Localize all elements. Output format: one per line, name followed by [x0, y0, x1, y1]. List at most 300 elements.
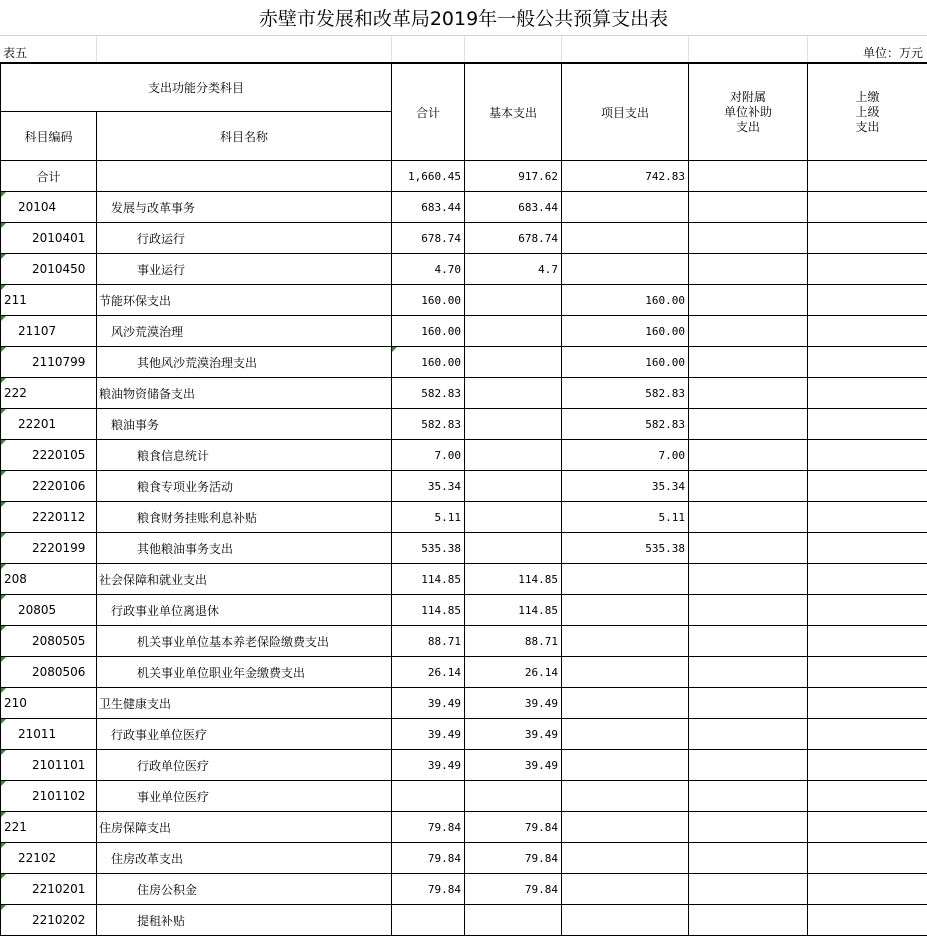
- cell-name-text: 粮油物资储备支出: [99, 387, 195, 401]
- green-triangle-icon: [1, 626, 6, 631]
- cell-subsidy[interactable]: [689, 533, 808, 564]
- header-basic[interactable]: 基本支出: [465, 64, 562, 161]
- header-subsidy[interactable]: [689, 64, 808, 161]
- cell-total-text: 160.00: [421, 356, 461, 369]
- cell-code-text: 2010401: [32, 231, 85, 245]
- cell-total[interactable]: [392, 657, 465, 688]
- cell-project-text: 160.00: [645, 356, 685, 369]
- table-row: [1, 409, 927, 440]
- cell-project[interactable]: [562, 874, 689, 905]
- cell-name[interactable]: [97, 316, 392, 347]
- cell-name[interactable]: [97, 657, 392, 688]
- green-triangle-icon: [1, 347, 6, 352]
- cell-code-text: 210: [4, 696, 27, 710]
- cell-total-text: 114.85: [421, 604, 461, 617]
- total-row: [1, 161, 927, 192]
- cell-name-text: 风沙荒漠治理: [111, 325, 183, 339]
- cell-name-text: 发展与改革事务: [111, 201, 195, 215]
- cell-basic[interactable]: [465, 409, 562, 440]
- green-triangle-icon: [1, 440, 6, 445]
- cell-total[interactable]: [392, 471, 465, 502]
- cell-upper[interactable]: [808, 409, 927, 440]
- cell-code[interactable]: [1, 750, 97, 781]
- cell-basic-text: 917.62: [518, 170, 558, 183]
- cell-basic-text: 4.7: [538, 263, 558, 276]
- cell-total-text: 160.00: [421, 325, 461, 338]
- cell-name[interactable]: [97, 843, 392, 874]
- cell-name[interactable]: [97, 874, 392, 905]
- cell-code[interactable]: [1, 192, 97, 223]
- cell-total[interactable]: [392, 409, 465, 440]
- cell-name[interactable]: [97, 378, 392, 409]
- cell-code[interactable]: [1, 440, 97, 471]
- cell-name-text: 行政事业单位离退休: [111, 604, 219, 618]
- cell-project-text: 35.34: [652, 480, 685, 493]
- cell-basic[interactable]: [465, 719, 562, 750]
- table-row: [1, 688, 927, 719]
- cell-name[interactable]: [97, 626, 392, 657]
- cell-total-text: 35.34: [428, 480, 461, 493]
- cell-upper[interactable]: [808, 533, 927, 564]
- cell-code[interactable]: [1, 161, 97, 192]
- cell-upper[interactable]: [808, 626, 927, 657]
- expenditure-table: [0, 63, 927, 936]
- green-triangle-icon: [1, 192, 6, 197]
- cell-total[interactable]: [392, 161, 465, 192]
- cell-name[interactable]: [97, 750, 392, 781]
- cell-project[interactable]: [562, 564, 689, 595]
- cell-basic[interactable]: [465, 223, 562, 254]
- cell-total[interactable]: [392, 750, 465, 781]
- cell-total[interactable]: [392, 626, 465, 657]
- cell-code-text: 2080506: [32, 665, 85, 679]
- header-upper-line-2: 上级: [856, 105, 880, 119]
- cell-subsidy[interactable]: [689, 471, 808, 502]
- cell-subsidy[interactable]: [689, 905, 808, 936]
- green-triangle-icon: [1, 378, 6, 383]
- cell-project[interactable]: [562, 750, 689, 781]
- cell-name-text: 其他风沙荒漠治理支出: [137, 356, 257, 370]
- cell-code[interactable]: [1, 409, 97, 440]
- cell-name[interactable]: [97, 254, 392, 285]
- cell-total-text: 160.00: [421, 294, 461, 307]
- cell-upper[interactable]: [808, 440, 927, 471]
- cell-code[interactable]: [1, 657, 97, 688]
- cell-upper[interactable]: [808, 347, 927, 378]
- table-row: [1, 874, 927, 905]
- cell-basic[interactable]: [465, 688, 562, 719]
- cell-upper[interactable]: [808, 161, 927, 192]
- cell-code-text: 2220199: [32, 541, 85, 555]
- cell-upper[interactable]: [808, 812, 927, 843]
- cell-basic[interactable]: [465, 874, 562, 905]
- cell-subsidy[interactable]: [689, 223, 808, 254]
- meta-row: [0, 36, 927, 63]
- header-subsidy-line-3: 支出: [736, 120, 760, 134]
- cell-total-text: 79.84: [428, 852, 461, 865]
- cell-basic-text: 88.71: [525, 635, 558, 648]
- cell-code[interactable]: [1, 781, 97, 812]
- cell-name[interactable]: [97, 192, 392, 223]
- cell-upper[interactable]: [808, 843, 927, 874]
- green-triangle-icon: [1, 874, 6, 879]
- green-triangle-icon: [1, 657, 6, 662]
- cell-project[interactable]: [562, 223, 689, 254]
- table-label: 表五: [3, 44, 27, 61]
- cell-basic-text: 79.84: [525, 852, 558, 865]
- cell-basic[interactable]: [465, 285, 562, 316]
- cell-upper[interactable]: [808, 223, 927, 254]
- cell-basic-text: 678.74: [518, 232, 558, 245]
- cell-total[interactable]: [392, 378, 465, 409]
- table-row: [1, 905, 927, 936]
- cell-code-text: 2220105: [32, 448, 85, 462]
- header-upper[interactable]: [808, 64, 927, 161]
- table-row: [1, 223, 927, 254]
- cell-project[interactable]: [562, 626, 689, 657]
- cell-basic[interactable]: [465, 254, 562, 285]
- cell-upper[interactable]: [808, 657, 927, 688]
- cell-name-text: 行政单位医疗: [137, 759, 209, 773]
- cell-total-text: 26.14: [428, 666, 461, 679]
- cell-subsidy[interactable]: [689, 843, 808, 874]
- table-row: [1, 347, 927, 378]
- cell-name[interactable]: [97, 502, 392, 533]
- table-row: [1, 595, 927, 626]
- cell-code[interactable]: [1, 471, 97, 502]
- cell-total[interactable]: [392, 564, 465, 595]
- header-upper-line-1: 上缴: [856, 90, 880, 104]
- cell-project-text: 535.38: [645, 542, 685, 555]
- green-triangle-icon: [1, 843, 6, 848]
- cell-subsidy[interactable]: [689, 347, 808, 378]
- cell-code-text: 21011: [18, 727, 56, 741]
- table-row: [1, 843, 927, 874]
- cell-code[interactable]: [1, 223, 97, 254]
- header-upper-line-3: 支出: [856, 120, 880, 134]
- sheet-title-row: [0, 0, 927, 36]
- cell-subsidy[interactable]: [689, 657, 808, 688]
- cell-upper[interactable]: [808, 750, 927, 781]
- header-project[interactable]: 项目支出: [562, 64, 689, 161]
- cell-subsidy[interactable]: [689, 750, 808, 781]
- cell-total[interactable]: [392, 192, 465, 223]
- cell-subsidy[interactable]: [689, 626, 808, 657]
- cell-total[interactable]: [392, 874, 465, 905]
- cell-project-text: 160.00: [645, 294, 685, 307]
- cell-total[interactable]: [392, 595, 465, 626]
- cell-basic-text: 39.49: [525, 697, 558, 710]
- cell-name-text: 事业单位医疗: [137, 790, 209, 804]
- cell-project[interactable]: [562, 812, 689, 843]
- cell-total-text: 535.38: [421, 542, 461, 555]
- cell-code[interactable]: [1, 905, 97, 936]
- green-triangle-icon: [1, 316, 6, 321]
- green-triangle-icon: [1, 719, 6, 724]
- cell-total-text: 79.84: [428, 821, 461, 834]
- green-triangle-icon: [1, 750, 6, 755]
- cell-code-text: 2010450: [32, 262, 85, 276]
- cell-basic[interactable]: [465, 626, 562, 657]
- cell-project[interactable]: [562, 347, 689, 378]
- cell-code[interactable]: [1, 874, 97, 905]
- cell-basic[interactable]: [465, 595, 562, 626]
- cell-project[interactable]: [562, 285, 689, 316]
- cell-total[interactable]: [392, 285, 465, 316]
- cell-upper[interactable]: [808, 192, 927, 223]
- cell-basic[interactable]: [465, 502, 562, 533]
- cell-basic[interactable]: [465, 750, 562, 781]
- cell-upper[interactable]: [808, 719, 927, 750]
- cell-name[interactable]: [97, 161, 392, 192]
- cell-name-text: 住房保障支出: [99, 821, 171, 835]
- cell-basic-text: 39.49: [525, 728, 558, 741]
- cell-subsidy[interactable]: [689, 192, 808, 223]
- cell-project[interactable]: [562, 719, 689, 750]
- cell-name-text: 粮食财务挂账利息补贴: [137, 511, 257, 525]
- cell-code-text: 222: [4, 386, 27, 400]
- green-triangle-icon: [392, 347, 397, 352]
- green-triangle-icon: [1, 595, 6, 600]
- cell-name[interactable]: [97, 688, 392, 719]
- cell-code-text: 221: [4, 820, 27, 834]
- cell-upper[interactable]: [808, 316, 927, 347]
- cell-total[interactable]: [392, 316, 465, 347]
- cell-subsidy[interactable]: [689, 874, 808, 905]
- cell-subsidy[interactable]: [689, 285, 808, 316]
- cell-project[interactable]: [562, 378, 689, 409]
- table-row: [1, 626, 927, 657]
- cell-name-text: 机关事业单位基本养老保险缴费支出: [137, 635, 329, 649]
- cell-code[interactable]: [1, 378, 97, 409]
- cell-basic[interactable]: [465, 533, 562, 564]
- green-triangle-icon: [1, 471, 6, 476]
- cell-project-text: 7.00: [659, 449, 686, 462]
- cell-basic-text: 114.85: [518, 604, 558, 617]
- cell-name[interactable]: [97, 223, 392, 254]
- cell-project[interactable]: [562, 161, 689, 192]
- cell-name[interactable]: [97, 719, 392, 750]
- table-row: [1, 750, 927, 781]
- cell-basic[interactable]: [465, 316, 562, 347]
- cell-name-text: 粮食信息统计: [137, 449, 209, 463]
- cell-total[interactable]: [392, 688, 465, 719]
- cell-basic[interactable]: [465, 905, 562, 936]
- cell-total-text: 4.70: [435, 263, 462, 276]
- cell-upper[interactable]: [808, 285, 927, 316]
- cell-basic-text: 114.85: [518, 573, 558, 586]
- cell-upper[interactable]: [808, 874, 927, 905]
- header-subsidy-line-1: 对附属: [730, 90, 766, 104]
- cell-project[interactable]: [562, 440, 689, 471]
- cell-total[interactable]: [392, 905, 465, 936]
- cell-upper[interactable]: [808, 378, 927, 409]
- cell-upper[interactable]: [808, 781, 927, 812]
- cell-basic[interactable]: [465, 192, 562, 223]
- cell-code[interactable]: [1, 285, 97, 316]
- cell-code-text: 21107: [18, 324, 56, 338]
- cell-subsidy[interactable]: [689, 161, 808, 192]
- cell-subsidy[interactable]: [689, 564, 808, 595]
- cell-name-text: 住房改革支出: [111, 852, 183, 866]
- cell-basic-text: 79.84: [525, 883, 558, 896]
- cell-project[interactable]: [562, 843, 689, 874]
- table-row: [1, 192, 927, 223]
- cell-name-text: 卫生健康支出: [99, 697, 171, 711]
- cell-basic[interactable]: [465, 471, 562, 502]
- cell-basic[interactable]: [465, 843, 562, 874]
- page-title: 赤壁市发展和改革局2019年一般公共预算支出表: [259, 4, 668, 31]
- cell-basic[interactable]: [465, 657, 562, 688]
- table-row: [1, 781, 927, 812]
- cell-project[interactable]: [562, 781, 689, 812]
- cell-code[interactable]: [1, 719, 97, 750]
- cell-project[interactable]: [562, 471, 689, 502]
- cell-code[interactable]: [1, 688, 97, 719]
- cell-basic-text: 26.14: [525, 666, 558, 679]
- cell-code-text: 合计: [36, 170, 60, 184]
- table-row: [1, 378, 927, 409]
- cell-basic-text: 39.49: [525, 759, 558, 772]
- cell-basic-text: 683.44: [518, 201, 558, 214]
- cell-code[interactable]: [1, 595, 97, 626]
- cell-total-text: 39.49: [428, 759, 461, 772]
- cell-basic[interactable]: [465, 161, 562, 192]
- cell-basic[interactable]: [465, 378, 562, 409]
- table-row: [1, 502, 927, 533]
- cell-code[interactable]: [1, 533, 97, 564]
- cell-subsidy[interactable]: [689, 688, 808, 719]
- table-row: [1, 533, 927, 564]
- cell-basic[interactable]: [465, 440, 562, 471]
- cell-code[interactable]: [1, 812, 97, 843]
- cell-project[interactable]: [562, 316, 689, 347]
- green-triangle-icon: [1, 254, 6, 259]
- table-body: [1, 161, 927, 936]
- cell-project-text: 582.83: [645, 387, 685, 400]
- cell-basic[interactable]: [465, 781, 562, 812]
- cell-project[interactable]: [562, 409, 689, 440]
- cell-code-text: 2110799: [32, 355, 85, 369]
- cell-subsidy[interactable]: [689, 316, 808, 347]
- cell-basic[interactable]: [465, 347, 562, 378]
- cell-code-text: 2101101: [32, 758, 85, 772]
- cell-code-text: 2210201: [32, 882, 85, 896]
- cell-total[interactable]: [392, 223, 465, 254]
- cell-code-text: 20104: [18, 200, 56, 214]
- cell-name[interactable]: [97, 812, 392, 843]
- cell-project[interactable]: [562, 905, 689, 936]
- cell-total[interactable]: [392, 440, 465, 471]
- cell-total[interactable]: [392, 781, 465, 812]
- cell-code[interactable]: [1, 254, 97, 285]
- cell-project[interactable]: [562, 192, 689, 223]
- cell-code[interactable]: [1, 316, 97, 347]
- cell-name-text: 粮油事务: [111, 418, 159, 432]
- cell-subsidy[interactable]: [689, 409, 808, 440]
- cell-subsidy[interactable]: [689, 781, 808, 812]
- header-total[interactable]: 合计: [392, 64, 465, 161]
- cell-code[interactable]: [1, 626, 97, 657]
- cell-code-text: 2080505: [32, 634, 85, 648]
- cell-project[interactable]: [562, 688, 689, 719]
- cell-name[interactable]: [97, 285, 392, 316]
- cell-upper[interactable]: [808, 564, 927, 595]
- cell-upper[interactable]: [808, 688, 927, 719]
- header-name[interactable]: 科目名称: [97, 112, 392, 161]
- cell-subsidy[interactable]: [689, 502, 808, 533]
- cell-code-text: 211: [4, 293, 27, 307]
- cell-upper[interactable]: [808, 905, 927, 936]
- cell-subsidy[interactable]: [689, 254, 808, 285]
- cell-name[interactable]: [97, 905, 392, 936]
- cell-subsidy[interactable]: [689, 440, 808, 471]
- cell-name[interactable]: [97, 564, 392, 595]
- green-triangle-icon: [1, 409, 6, 414]
- cell-code[interactable]: [1, 564, 97, 595]
- cell-code-text: 2220106: [32, 479, 85, 493]
- cell-name[interactable]: [97, 440, 392, 471]
- header-category-group[interactable]: 支出功能分类科目: [1, 64, 392, 112]
- cell-name[interactable]: [97, 347, 392, 378]
- cell-total-text: 7.00: [435, 449, 462, 462]
- cell-upper[interactable]: [808, 595, 927, 626]
- cell-total-text: 39.49: [428, 728, 461, 741]
- cell-basic-text: 79.84: [525, 821, 558, 834]
- cell-subsidy[interactable]: [689, 378, 808, 409]
- cell-code-text: 22201: [18, 417, 56, 431]
- cell-name[interactable]: [97, 533, 392, 564]
- cell-code[interactable]: [1, 843, 97, 874]
- cell-name[interactable]: [97, 781, 392, 812]
- cell-total[interactable]: [392, 843, 465, 874]
- cell-subsidy[interactable]: [689, 719, 808, 750]
- cell-project[interactable]: [562, 595, 689, 626]
- cell-basic[interactable]: [465, 564, 562, 595]
- cell-project-text: 742.83: [645, 170, 685, 183]
- cell-subsidy[interactable]: [689, 595, 808, 626]
- cell-project[interactable]: [562, 533, 689, 564]
- cell-project[interactable]: [562, 502, 689, 533]
- cell-project[interactable]: [562, 657, 689, 688]
- unit-label: 单位：万元: [863, 44, 923, 61]
- cell-total[interactable]: [392, 347, 465, 378]
- cell-code[interactable]: [1, 502, 97, 533]
- cell-total[interactable]: [392, 812, 465, 843]
- cell-name-text: 提租补贴: [137, 914, 185, 928]
- cell-total[interactable]: [392, 502, 465, 533]
- cell-name[interactable]: [97, 409, 392, 440]
- cell-name[interactable]: [97, 595, 392, 626]
- cell-total[interactable]: [392, 533, 465, 564]
- green-triangle-icon: [1, 285, 6, 290]
- cell-upper[interactable]: [808, 502, 927, 533]
- table-row: [1, 564, 927, 595]
- cell-upper[interactable]: [808, 254, 927, 285]
- cell-project[interactable]: [562, 254, 689, 285]
- cell-code[interactable]: [1, 347, 97, 378]
- table-row: [1, 719, 927, 750]
- cell-name[interactable]: [97, 471, 392, 502]
- cell-subsidy[interactable]: [689, 812, 808, 843]
- cell-basic[interactable]: [465, 812, 562, 843]
- cell-code-text: 20805: [18, 603, 56, 617]
- table-row: [1, 440, 927, 471]
- cell-total[interactable]: [392, 719, 465, 750]
- cell-total[interactable]: [392, 254, 465, 285]
- header-code[interactable]: 科目编码: [1, 112, 97, 161]
- cell-upper[interactable]: [808, 471, 927, 502]
